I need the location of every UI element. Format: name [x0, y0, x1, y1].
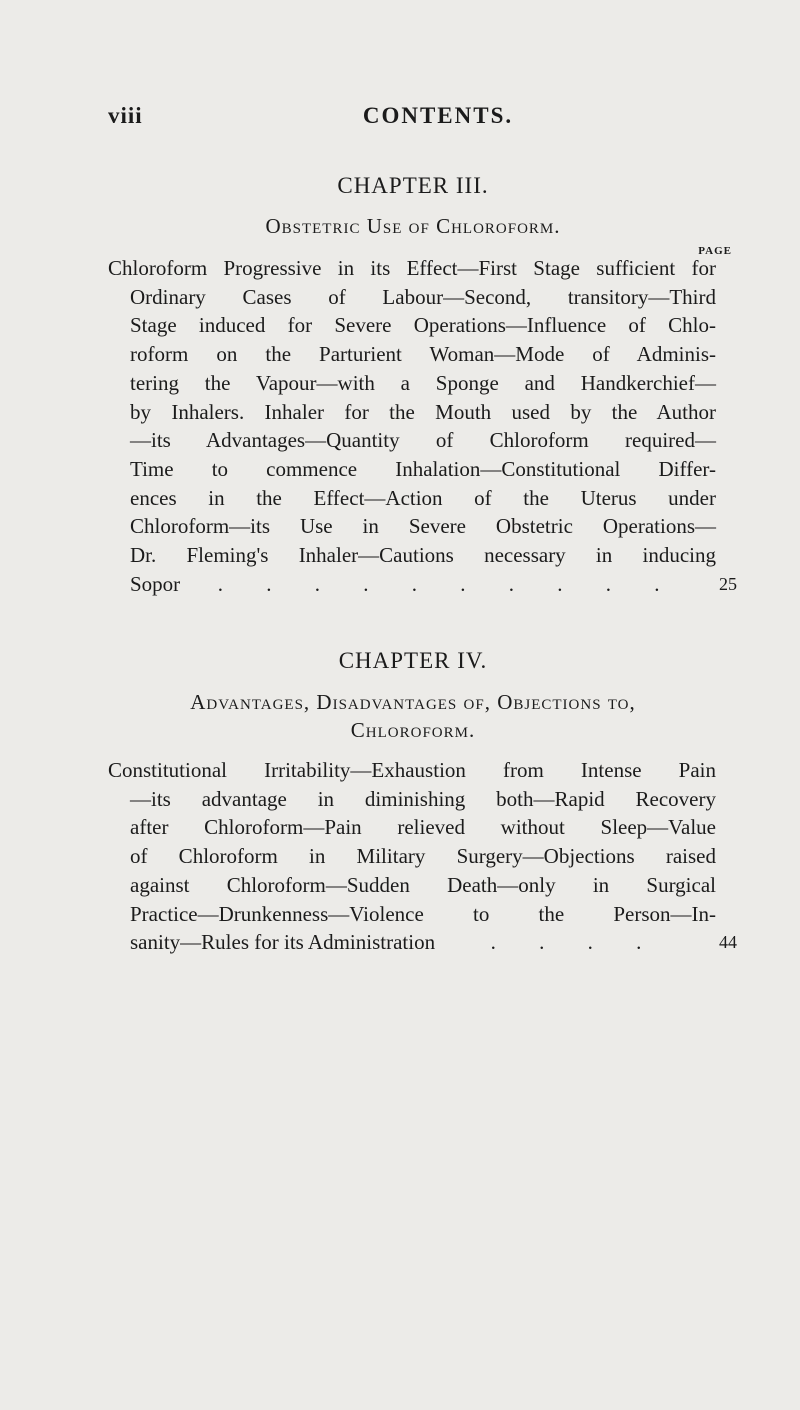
- entry-line: ences in the Effect—Action of the Uterus under: [130, 485, 716, 510]
- entry-line: Chloroform—its Use in Severe Obstetric Operations—: [130, 514, 716, 539]
- entry-line: against Chloroform—Sudden Death—only in Surgical: [130, 872, 716, 897]
- entry-line: Chloroform Progressive in its Effect—First Stage sufficient for: [108, 256, 716, 280]
- entry-line: roform on the Parturient Woman—Mode of Adminis-: [130, 342, 716, 367]
- entry-line: Time to commence Inhalation—Constitutional Differ-: [130, 456, 716, 481]
- chapter-3-subtitle: Obstetric Use of Chloroform.: [265, 214, 561, 238]
- page-reference: 25: [719, 573, 737, 594]
- chapter-4-subtitle-line-2: Chloroform.: [350, 718, 476, 742]
- entry-last-line: [108, 928, 737, 957]
- entry-line: tering the Vapour—with a Sponge and Handkerchief—: [130, 370, 716, 395]
- chapter-4-heading: CHAPTER IV.: [338, 648, 488, 673]
- entry-line: Constitutional Irritability—Exhaustion from Intense Pain: [108, 758, 716, 782]
- entry-line: —its Advantages—Quantity of Chloroform required—: [130, 428, 716, 453]
- entry-line: Ordinary Cases of Labour—Second, transitory—Third: [130, 284, 716, 309]
- dot-leaders: . . . . . . . . . .: [217, 571, 679, 596]
- chapter-3-heading: CHAPTER III.: [337, 173, 489, 198]
- chapter-4-contents-entry: [108, 756, 737, 957]
- entry-line: —its advantage in diminishing both—Rapid Recovery: [130, 786, 716, 811]
- running-head: [108, 103, 718, 133]
- page-number: viii: [108, 103, 143, 128]
- chapter-4-subtitle-line-1: Advantages, Disadvantages of, Objections to,: [190, 690, 636, 714]
- page-column-label: PAGE: [698, 245, 732, 257]
- chapter-3-contents-entry: [108, 254, 737, 598]
- entry-line: after Chloroform—Pain relieved without Sleep—Value: [130, 815, 716, 840]
- running-title: CONTENTS.: [362, 103, 514, 128]
- entry-line: Practice—Drunkenness—Violence to the Person—In-: [130, 901, 716, 926]
- entry-line-text: sanity—Rules for its Administration: [130, 930, 436, 955]
- entry-line-text: Sopor: [130, 571, 181, 596]
- entry-line: by Inhalers. Inhaler for the Mouth used by the Author: [130, 399, 716, 424]
- dot-leaders: . . . .: [490, 930, 661, 955]
- entry-line: of Chloroform in Military Surgery—Objections raised: [130, 844, 716, 869]
- page-reference: 44: [719, 932, 737, 953]
- entry-line: Dr. Fleming's Inhaler—Cautions necessary in inducing: [130, 543, 716, 568]
- entry-line: Stage induced for Severe Operations—Influence of Chlo-: [130, 313, 716, 338]
- entry-last-line: [108, 570, 737, 599]
